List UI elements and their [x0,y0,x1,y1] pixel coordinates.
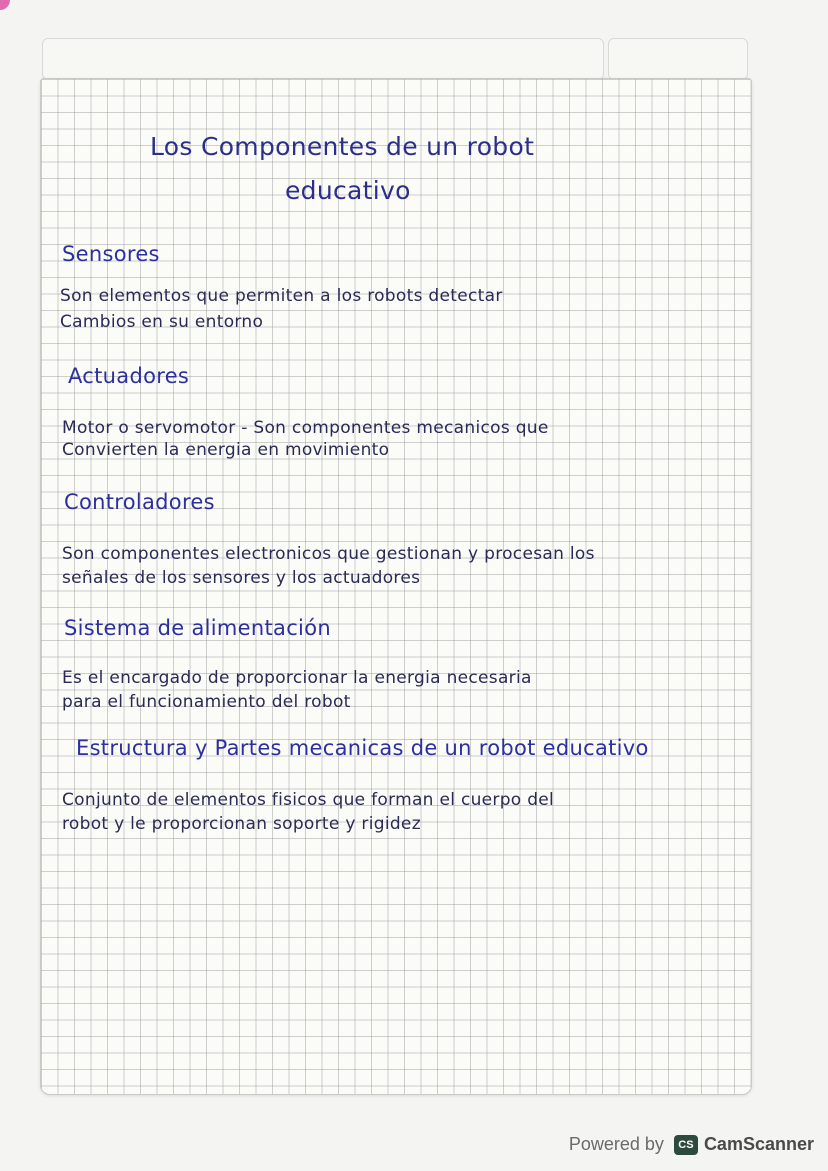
camscanner-brand: CamScanner [703,1134,814,1154]
camscanner-footer [569,1134,814,1155]
notebook-top-strip-right [608,38,748,80]
section-heading-controladores: Controladores [64,490,215,514]
section-text-alimentacion-2: para el funcionamiento del robot [62,692,351,712]
powered-by-label: Powered by [568,1134,664,1154]
section-text-estructura-1: Conjunto de elementos fisicos que forman el cuerpo del [62,790,555,810]
section-text-sensores-2: Cambios en su entorno [60,312,264,332]
notebook-top-strip [42,38,604,80]
title-line-2: educativo [285,176,411,205]
section-text-sensores-1: Son elementos que permiten a los robots detectar [60,286,503,306]
section-heading-sensores: Sensores [62,242,160,266]
section-text-actuadores-1: Motor o servomotor - Son componentes mecanicos que [62,418,549,438]
title-line-1: Los Componentes de un robot [150,132,535,161]
camscanner-logo-icon: CS [674,1135,698,1155]
section-text-alimentacion-1: Es el encargado de proporcionar la energia necesaria [62,668,532,688]
section-text-estructura-2: robot y le proporcionan soporte y rigidez [62,814,421,834]
section-text-controladores-2: señales de los sensores y los actuadores [62,568,421,588]
section-heading-alimentacion: Sistema de alimentación [64,616,331,640]
section-text-actuadores-2: Convierten la energia en movimiento [62,440,390,460]
section-text-controladores-1: Son componentes electronicos que gestionan y procesan los [62,544,595,564]
section-heading-actuadores: Actuadores [68,364,190,388]
section-heading-estructura: Estructura y Partes mecanicas de un robot educativo [76,736,649,760]
pink-corner-mark [0,0,10,10]
